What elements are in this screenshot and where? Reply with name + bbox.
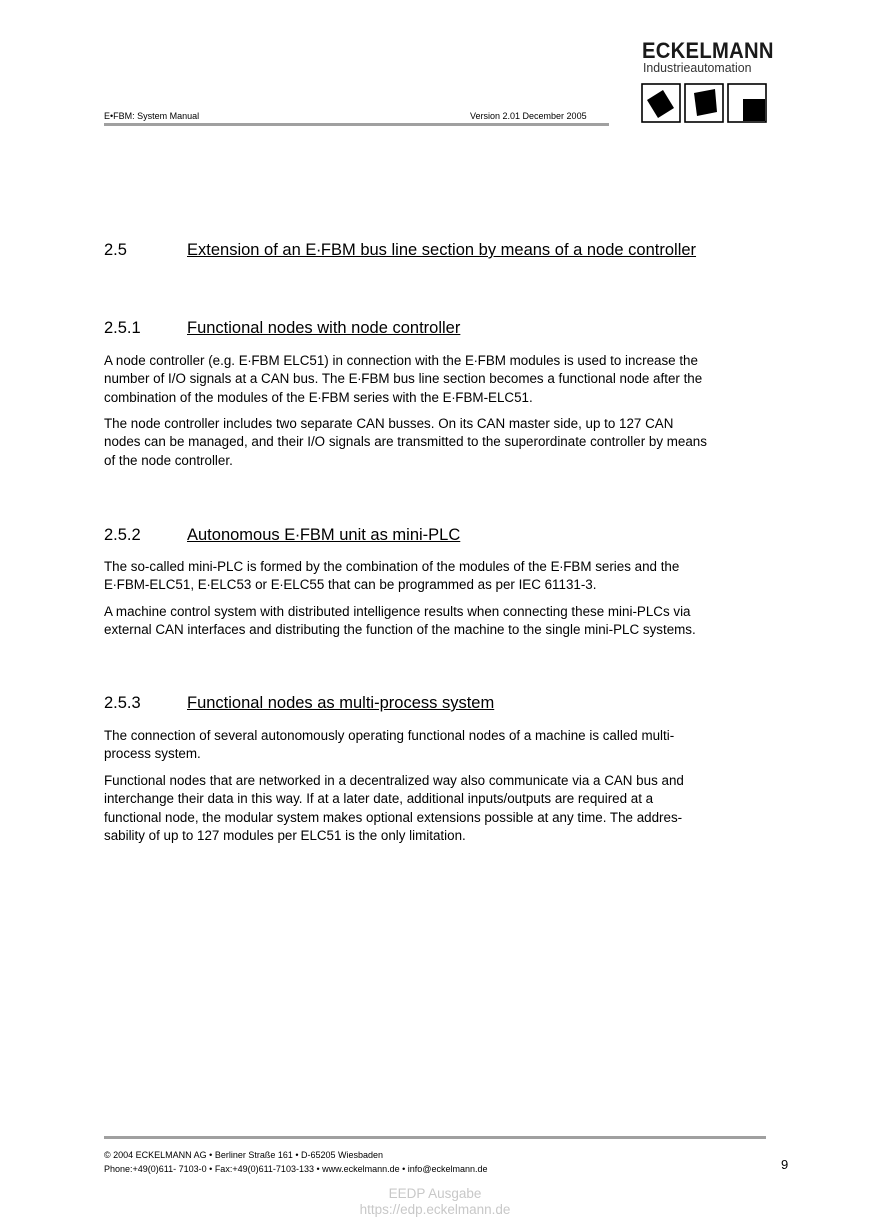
- version-date: Version 2.01 December 2005: [470, 111, 587, 121]
- text-line: functional node, the modular system makes optional extensions possible at any time. The addres-: [104, 809, 683, 825]
- text-line: external CAN interfaces and distributing the function of the machine to the single mini-PLC systems.: [104, 622, 696, 638]
- footer-contact: Phone:+49(0)611- 7103-0 • Fax:+49(0)611-7103-133 • www.eckelmann.de • info@eckelmann.de: [104, 1164, 488, 1174]
- text-line: interchange their data in this way. If at a later date, additional inputs/outputs are required at a: [104, 791, 654, 807]
- text-line: E∙FBM-ELC51, E∙ELC53 or E∙ELC55 that can be programmed as per IEC 61131-3.: [104, 577, 597, 593]
- header-rule: [104, 123, 609, 126]
- footer-copyright: © 2004 ECKELMANN AG • Berliner Straße 161 • D-65205 Wiesbaden: [104, 1150, 384, 1160]
- section-number: 2.5.3: [104, 694, 141, 712]
- eckelmann-logo-icon: [641, 82, 769, 126]
- text-line: The so-called mini-PLC is formed by the combination of the modules of the E∙FBM series and the: [104, 559, 680, 574]
- watermark-edition: EEDP Ausgabe: [388, 1186, 482, 1201]
- page-number: 9: [781, 1157, 789, 1172]
- footer-rule: [104, 1136, 766, 1139]
- logo-diamond-1: [647, 90, 674, 118]
- text-line: sability of up to 127 modules per ELC51 is the only limitation.: [104, 827, 466, 843]
- watermark-url: https://edp.eckelmann.de: [359, 1202, 511, 1217]
- section-number: 2.5: [104, 241, 127, 259]
- text-line: combination of the modules of the E∙FBM series with the E∙FBM-ELC51.: [104, 389, 533, 405]
- logo-diamond-2: [694, 89, 717, 116]
- section-title: Autonomous E∙FBM unit as mini-PLC: [187, 526, 461, 544]
- logo-company-name: ECKELMANN: [642, 38, 774, 63]
- section-number: 2.5.2: [104, 526, 141, 544]
- paragraph: [104, 727, 766, 764]
- paragraph: [104, 352, 766, 407]
- section-number: 2.5.1: [104, 319, 141, 337]
- text-line: of the node controller.: [104, 452, 233, 468]
- text-line: A machine control system with distributed intelligence results when connecting these mini-PLCs via: [104, 604, 691, 619]
- paragraph: [104, 603, 766, 640]
- text-line: nodes can be managed, and their I/O signals are transmitted to the superordinate controller by means: [104, 434, 707, 450]
- section-title: Extension of an E∙FBM bus line section by means of a node controller: [187, 241, 697, 259]
- logo-subtitle: Industrieautomation: [643, 60, 752, 75]
- logo-diamond-3: [743, 99, 765, 121]
- text-line: The node controller includes two separate CAN busses. On its CAN master side, up to 127 CAN: [104, 416, 674, 431]
- paragraph: [104, 558, 766, 595]
- text-line: number of I/O signals at a CAN bus. The E∙FBM bus line section becomes a functional node after the: [104, 371, 703, 387]
- text-line: process system.: [104, 746, 201, 762]
- manual-title: E•FBM: System Manual: [104, 111, 200, 121]
- text-line: A node controller (e.g. E∙FBM ELC51) in connection with the E∙FBM modules is used to increase the: [104, 353, 698, 368]
- section-title: Functional nodes with node controller: [187, 319, 461, 337]
- paragraph: [104, 415, 766, 470]
- section-title: Functional nodes as multi-process system: [187, 694, 495, 712]
- text-line: The connection of several autonomously operating functional nodes of a machine is called multi-: [104, 728, 675, 743]
- paragraph: [104, 772, 766, 845]
- text-line: Functional nodes that are networked in a decentralized way also communicate via a CAN bus and: [104, 773, 684, 788]
